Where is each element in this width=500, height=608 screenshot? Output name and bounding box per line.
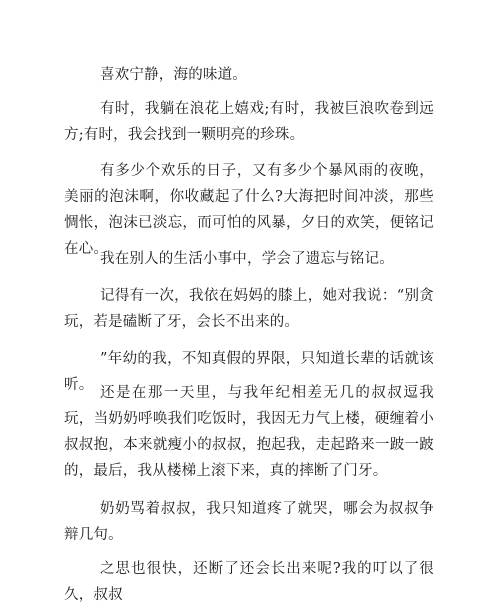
paragraph-5: 记得有一次，我依在妈妈的膝上，她对我说：“别贪玩，若是磕断了牙，会长不出来的。	[64, 288, 434, 330]
paragraph-2: 有时，我躺在浪花上嬉戏;有时，我被巨浪吹卷到远方;有时，我会找到一颗明亮的珍珠。	[64, 101, 434, 143]
paragraph-1: 喜欢宁静，海的味道。	[100, 67, 247, 83]
paragraph-6: ”年幼的我，不知真假的界限，只知道长辈的话就该听。	[64, 351, 434, 393]
paragraph-7: 还是在那一天里，与我年纪相差无几的叔叔逗我玩，当奶奶呼唤我们吃饭时，我因无力气上楼，硬缠着小叔叔抱，本来就瘦小的叔叔，抱起我，走起路来一跛一跛的，最后，我从楼梯上滚下来，真的摔断了门牙。	[64, 385, 434, 479]
paragraph-4: 我在别人的生活小事中，学会了遗忘与铭记。	[100, 251, 394, 267]
paragraph-9: 之思也很快，还断了还会长出来呢?我的叮以了很久，叔叔	[64, 561, 434, 603]
paragraph-8: 奶奶骂着叔叔，我只知道疼了就哭，哪会为叔叔争辩几句。	[64, 501, 434, 543]
paragraph-3: 有多少个欢乐的日子，又有多少个暴风雨的夜晚，美丽的泡沫啊，你收藏起了什么?大海把时间冲淡，那些惆怅，泡沫已淡忘，而可怕的风暴，夕日的欢笑，便铭记在心。	[64, 163, 434, 257]
